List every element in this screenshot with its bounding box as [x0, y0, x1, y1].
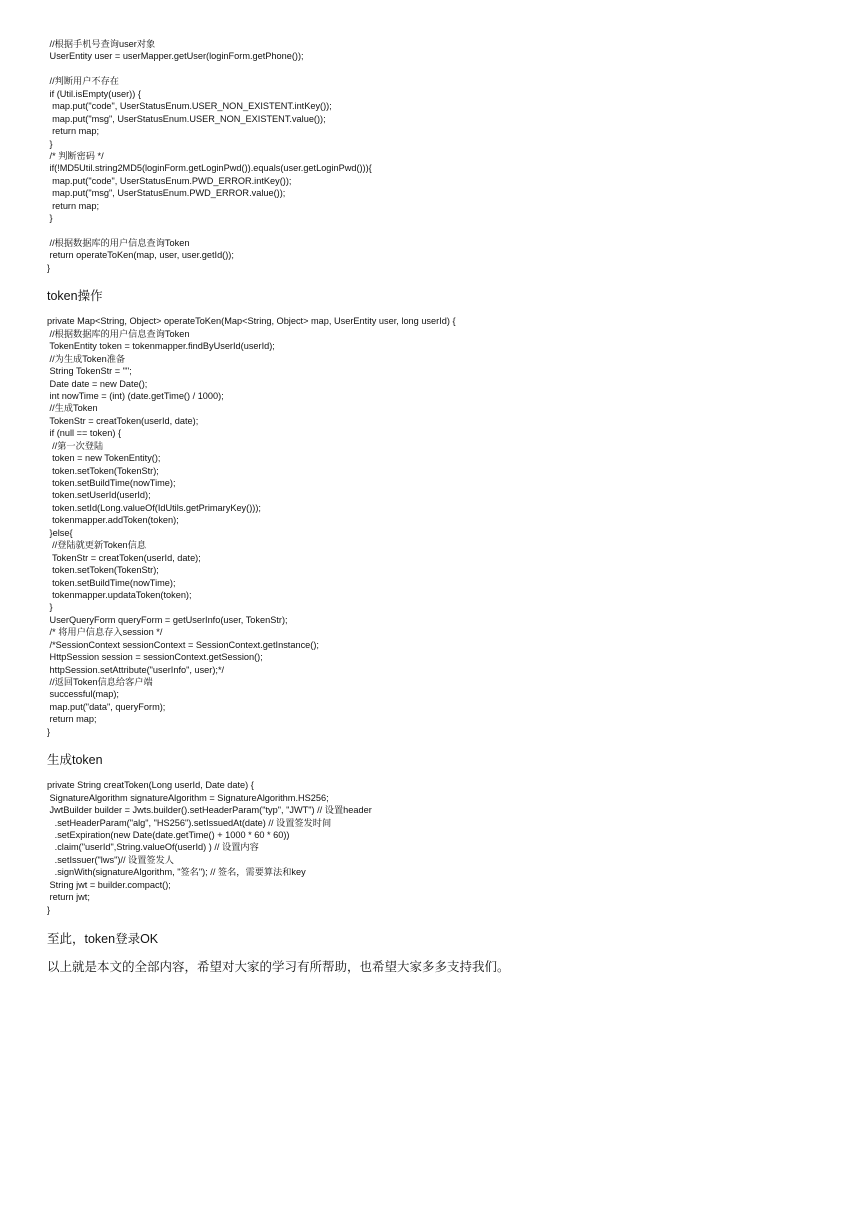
- code-line: int nowTime = (int) (date.getTime() / 1000);: [47, 390, 224, 401]
- code-line: if (Util.isEmpty(user)) {: [47, 88, 141, 99]
- code-line: /* 将用户信息存入session */: [47, 627, 163, 638]
- code-line: //生成Token: [47, 403, 98, 414]
- code-line: String TokenStr = "";: [47, 366, 132, 377]
- code-line: .setIssuer("lws")// 设置签发人: [47, 854, 174, 865]
- code-line: }: [47, 904, 51, 915]
- code-block-operate-token: [47, 315, 837, 738]
- code-line: map.put("code", UserStatusEnum.PWD_ERROR.intKey());: [47, 175, 292, 186]
- closing-text: 以上就是本文的全部内容，希望对大家的学习有所帮助，也希望大家多多支持我们。: [47, 960, 510, 974]
- code-line: .claim("userId",String.valueOf(userId) ) // 设置内容: [47, 842, 259, 853]
- article-content: [47, 38, 837, 975]
- code-line: //根据手机号查询user对象: [47, 39, 156, 49]
- code-line: token.setToken(TokenStr);: [47, 565, 159, 576]
- code-line: }: [47, 726, 51, 737]
- code-line: UserQueryForm queryForm = getUserInfo(user, TokenStr);: [47, 614, 288, 625]
- conclusion-text: 至此，token登录OK: [47, 932, 159, 946]
- code-line: map.put("data", queryForm);: [47, 701, 166, 712]
- code-line: if (null == token) {: [47, 428, 122, 439]
- code-line: httpSession.setAttribute("userInfo", user);*/: [47, 664, 225, 675]
- code-line: }: [47, 213, 53, 224]
- code-line: }else{: [47, 527, 73, 538]
- code-line: return map;: [47, 200, 100, 211]
- code-line: token.setId(Long.valueOf(IdUtils.getPrimaryKey()));: [47, 502, 261, 513]
- code-line: Date date = new Date();: [47, 378, 148, 389]
- code-block-login-check: [47, 38, 837, 274]
- code-line: map.put("msg", UserStatusEnum.USER_NON_EXISTENT.value());: [47, 113, 326, 124]
- code-line: map.put("code", UserStatusEnum.USER_NON_EXISTENT.intKey());: [47, 101, 332, 112]
- code-line: [47, 225, 837, 237]
- code-line: private Map<String, Object> operateToKen(Map<String, Object> map, UserEntity user, long userId) {: [47, 316, 456, 327]
- code-line: .signWith(signatureAlgorithm, "签名"); // 签名，需要算法和key: [47, 867, 306, 878]
- code-line: tokenmapper.addToken(token);: [47, 515, 179, 526]
- code-line: return jwt;: [47, 892, 90, 903]
- code-line: token.setToken(TokenStr);: [47, 465, 159, 476]
- code-line: }: [47, 602, 53, 613]
- code-line: private String creatToken(Long userId, Date date) {: [47, 780, 254, 791]
- code-line: if(!MD5Util.string2MD5(loginForm.getLoginPwd()).equals(user.getLoginPwd())){: [47, 163, 372, 174]
- code-line: /* 判断密码 */: [47, 150, 104, 161]
- code-line: token.setBuildTime(nowTime);: [47, 478, 176, 488]
- code-line: token.setUserId(userId);: [47, 490, 151, 501]
- code-line: TokenStr = creatToken(userId, date);: [47, 415, 199, 426]
- code-line: .setHeaderParam("alg", "HS256").setIssuedAt(date) // 设置签发时间: [47, 817, 332, 828]
- code-line: }: [47, 138, 53, 149]
- code-line: //根据数据库的用户信息查询Token: [47, 238, 190, 248]
- code-block-create-token: [47, 779, 837, 916]
- code-line: //返回Token信息给客户端: [47, 677, 153, 687]
- code-line: //判断用户不存在: [47, 76, 119, 87]
- code-line: UserEntity user = userMapper.getUser(loginForm.getPhone());: [47, 51, 304, 62]
- heading-generate-token: 生成token: [47, 753, 103, 768]
- code-line: JwtBuilder builder = Jwts.builder().setHeaderParam("typ", "JWT") // 设置header: [47, 805, 372, 816]
- code-line: successful(map);: [47, 689, 119, 700]
- code-line: SignatureAlgorithm signatureAlgorithm = SignatureAlgorithm.HS256;: [47, 792, 329, 803]
- code-line: TokenStr = creatToken(userId, date);: [47, 552, 201, 563]
- code-line: /*SessionContext sessionContext = SessionContext.getInstance();: [47, 639, 319, 650]
- code-line: tokenmapper.updataToken(token);: [47, 589, 192, 600]
- code-line: token = new TokenEntity();: [47, 453, 161, 464]
- code-line: [47, 63, 837, 75]
- code-line: return operateToKen(map, user, user.getId());: [47, 250, 234, 261]
- code-line: String jwt = builder.compact();: [47, 879, 171, 890]
- code-line: //登陆就更新Token信息: [47, 540, 147, 551]
- code-line: //根据数据库的用户信息查询Token: [47, 328, 190, 339]
- code-line: return map;: [47, 126, 100, 137]
- code-line: TokenEntity token = tokenmapper.findByUserId(userId);: [47, 341, 275, 352]
- code-line: HttpSession session = sessionContext.getSession();: [47, 652, 263, 663]
- code-line: //第一次登陆: [47, 440, 104, 451]
- code-line: token.setBuildTime(nowTime);: [47, 577, 176, 588]
- heading-token-operation: token操作: [47, 289, 103, 304]
- code-line: }: [47, 262, 51, 273]
- code-line: return map;: [47, 714, 97, 725]
- code-line: //为生成Token准备: [47, 353, 126, 364]
- code-line: map.put("msg", UserStatusEnum.PWD_ERROR.value());: [47, 188, 286, 199]
- code-line: .setExpiration(new Date(date.getTime() + 1000 * 60 * 60)): [47, 829, 290, 840]
